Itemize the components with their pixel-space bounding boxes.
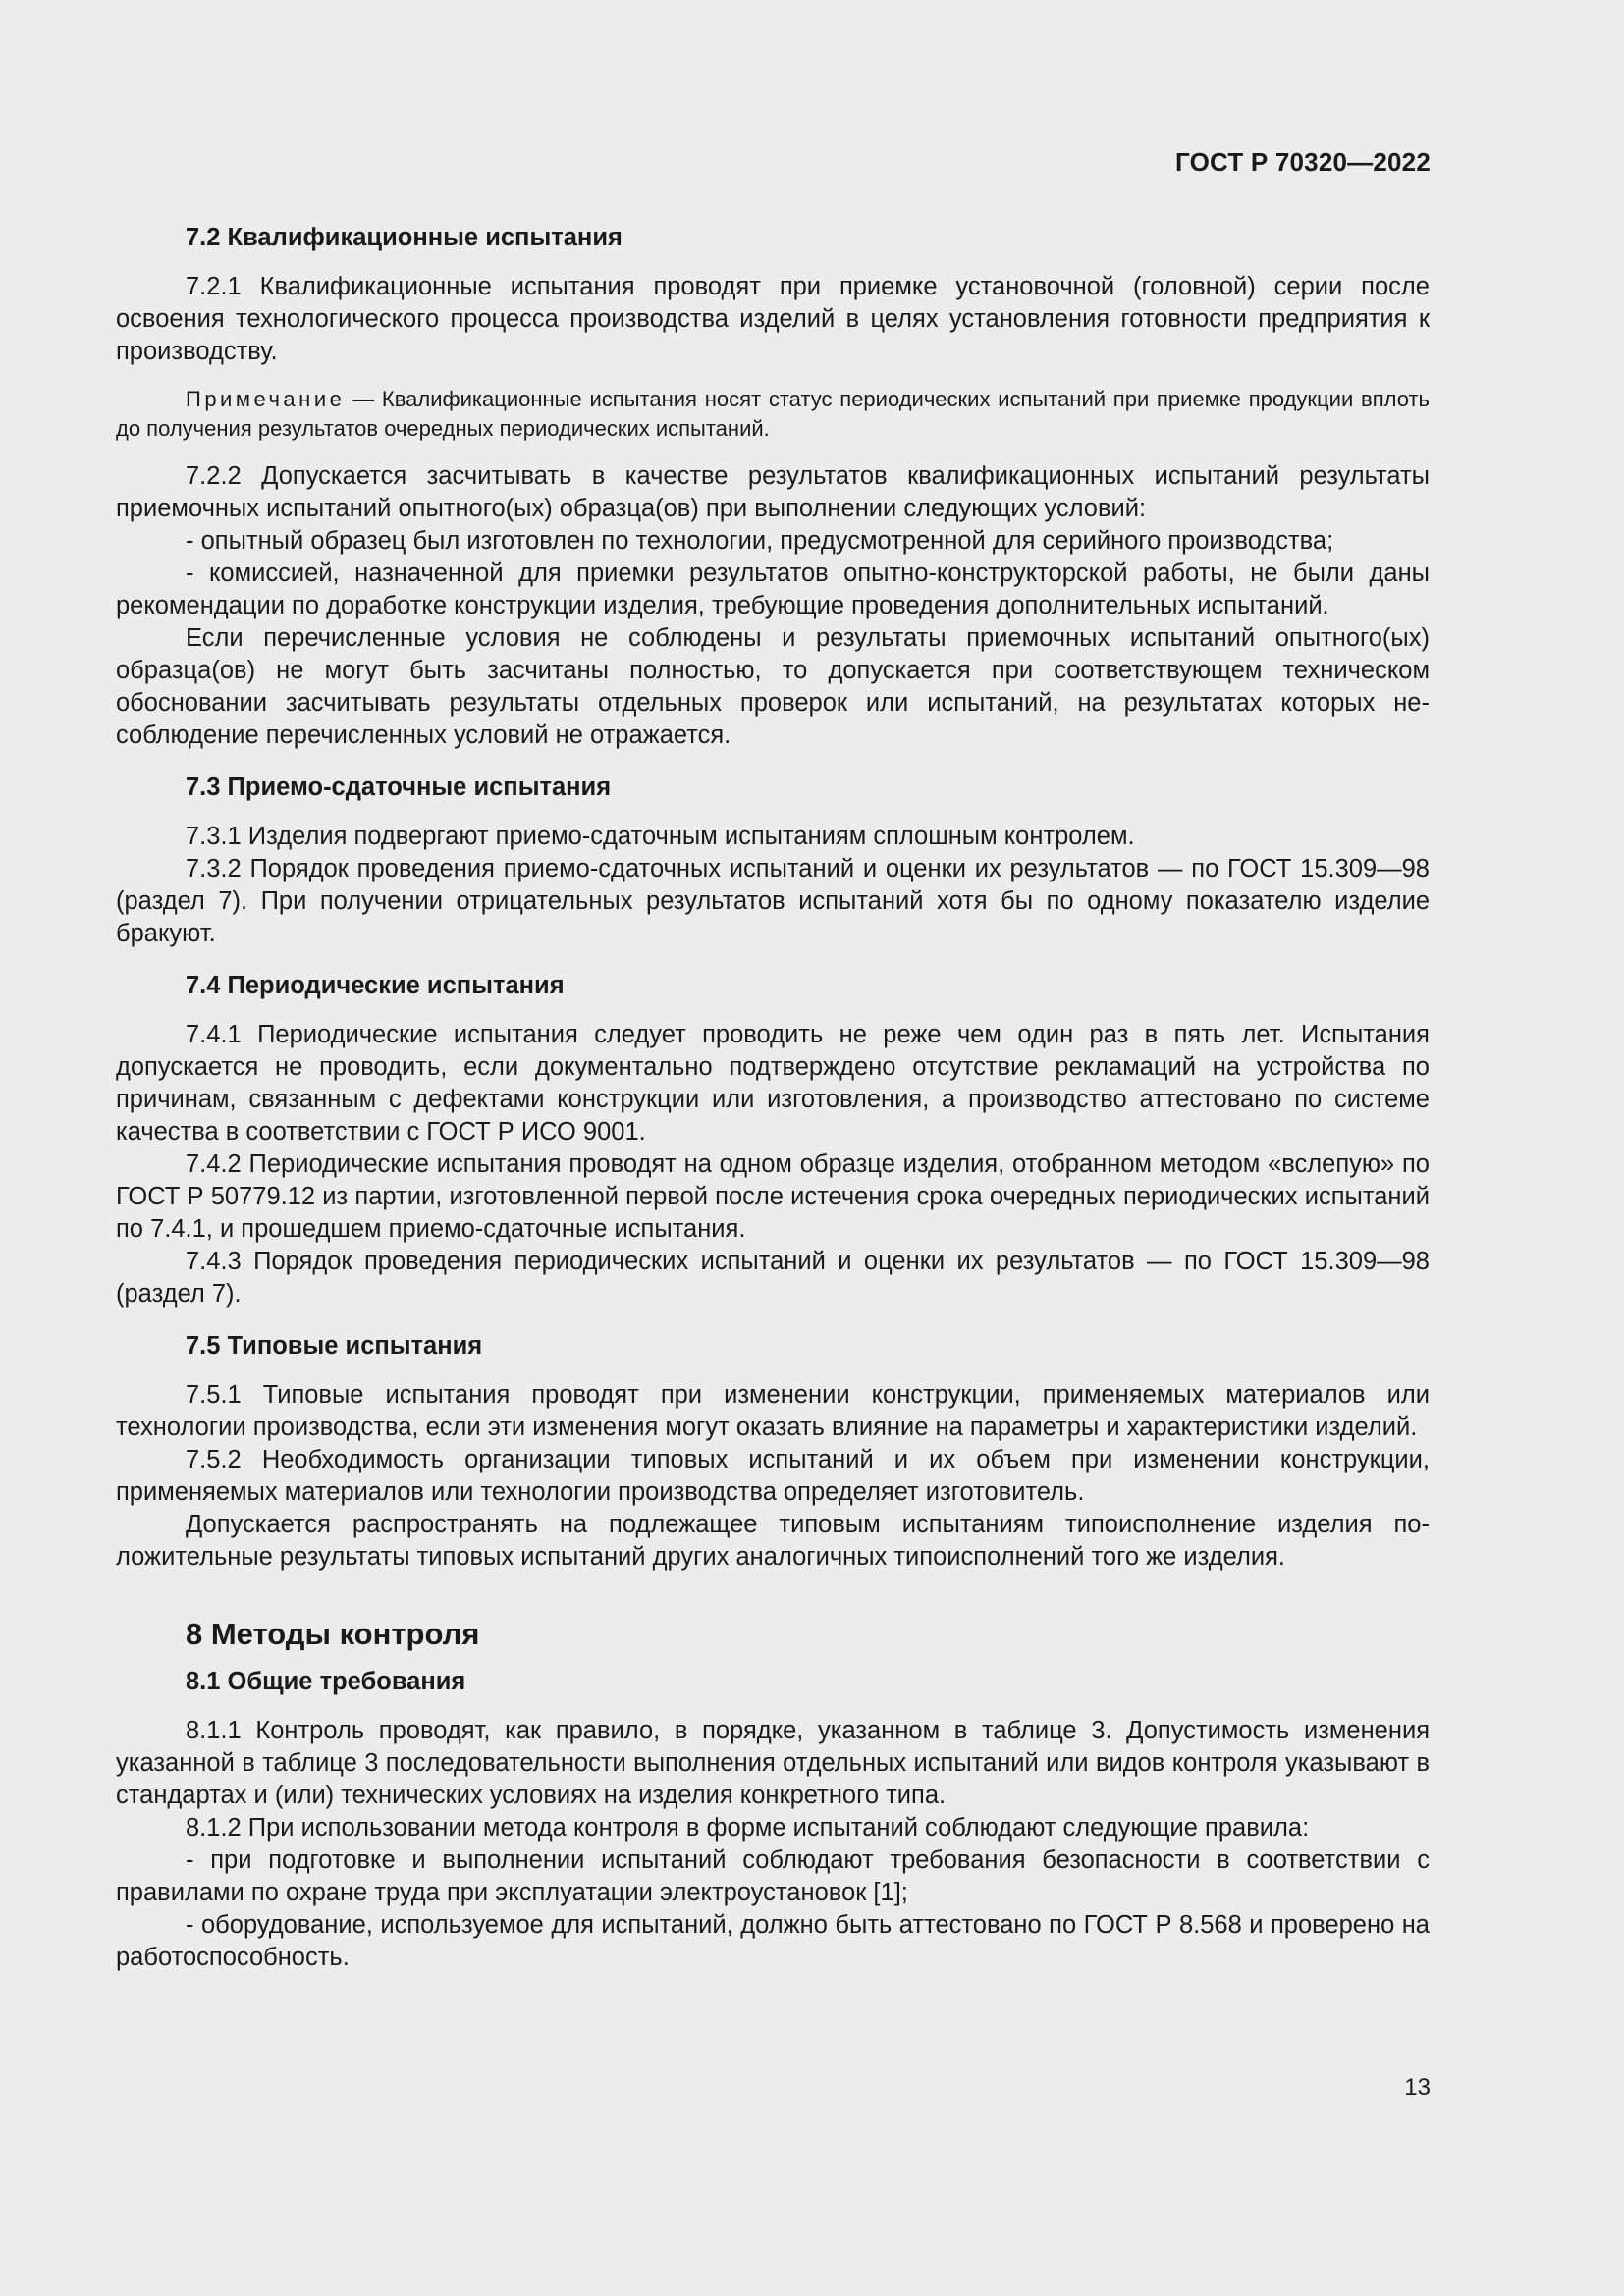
paragraph-7-4-3: 7.4.3 Порядок проведения периодических испытаний и оценки их результатов — по ГОСТ 15.309—98 (раздел 7). (116, 1248, 1430, 1308)
paragraph-7-2-2-tail: Если перечисленные условия не соблюдены и результаты приемочных испытаний опытного(ых) образца(ов) не могут быть засчитаны полностью, то допускается при соответствующем техническом обосновании засчитывать результаты отдельных проверок или испытаний, на результатах которых несоблюдение перечисленных условий не отражается. (116, 624, 1430, 749)
paragraph-8-1-1: 8.1.1 Контроль проводят, как правило, в порядке, указанном в таблице 3. Допустимость изменения указанной в таблице 3 последовательности выполнения отдельных испытаний или видов контроля указывают в стандартах и (или) технических условиях на изделия конкретного типа. (116, 1717, 1430, 1809)
section-8-heading: 8 Методы контроля (186, 1617, 480, 1651)
note-label: Примечание (186, 387, 346, 411)
paragraph-7-2-1: 7.2.1 Квалификационные испытания проводят при приемке установочной (головной) серии после освоения технологического процесса производства изделий в целях установления готовности предприятия к производству. (116, 273, 1430, 365)
paragraph-7-5-1: 7.5.1 Типовые испытания проводят при изменении конструкции, применяемых материалов или технологии производства, если эти изменения могут оказать влияние на параметры и характеристики изделий. (116, 1381, 1430, 1441)
document-body (116, 222, 1430, 1974)
paragraph-7-3-2: 7.3.2 Порядок проведения приемо-сдаточных испытаний и оценки их результатов — по ГОСТ 15.309—98 (раздел 7). При получении отрицательных результатов испытаний хотя бы по одному показателю изделие бракуют. (116, 855, 1430, 947)
list-item-8-1-2-a: - при подготовке и выполнении испытаний соблюдают требования безопасности в соответствии с правилами по охране труда при эксплуатации электроустановок [1]; (116, 1846, 1430, 1906)
paragraph-7-3-1: 7.3.1 Изделия подвергают приемо-сдаточным испытаниям сплошным контролем. (186, 823, 1135, 850)
list-item-7-2-2-b: - комиссией, назначенной для приемки результатов опытно-конструкторской работы, не были даны рекомендации по доработке конструкции изделия, требующие проведения дополнительных испытаний. (116, 560, 1430, 619)
note-7-2-1 (116, 385, 1430, 444)
list-item-7-2-2-a: - опытный образец был изготовлен по технологии, предусмотренной для серийного производства; (186, 527, 1334, 555)
document-code: ГОСТ Р 70320—2022 (1175, 147, 1431, 177)
paragraph-7-5-2: 7.5.2 Необходимость организации типовых испытаний и их объем при изменении конструкции, применяемых материалов или технологии производства определяет изготовитель. (116, 1446, 1430, 1506)
paragraph-7-2-2: 7.2.2 Допускается засчитывать в качестве результатов квалификационных испытаний результаты приемочных испытаний опытного(ых) образца(ов) при выполнении следующих условий: (116, 462, 1430, 522)
section-7-4-heading: 7.4 Периодические испытания (186, 972, 565, 999)
section-7-3-heading: 7.3 Приемо-сдаточные испытания (186, 774, 612, 801)
section-8-1-heading: 8.1 Общие требования (186, 1668, 466, 1695)
list-item-8-1-2-b: - оборудование, используемое для испытаний, должно быть аттестовано по ГОСТ Р 8.568 и проверено на работоспособность. (116, 1911, 1430, 1971)
note-text: — Квалификационные испытания носят статус периодических испытаний при приемке продукции вплоть до получения результатов очередных периодических испытаний. (116, 387, 1430, 441)
paragraph-8-1-2: 8.1.2 При использовании метода контроля в форме испытаний соблюдают следующие правила: (186, 1814, 1310, 1842)
page-number: 13 (1404, 2074, 1431, 2101)
paragraph-7-4-2: 7.4.2 Периодические испытания проводят на одном образце изделия, отобранном методом «вслепую» по ГОСТ Р 50779.12 из партии, изготовленной первой после истечения срока очередных периодических испытаний по 7.4.1, и прошедшем приемо-сдаточные испытания. (116, 1150, 1430, 1243)
section-7-5-heading: 7.5 Типовые испытания (186, 1332, 483, 1360)
paragraph-7-5-2-tail: Допускается распространять на подлежащее типовым испытаниям типоисполнение изделия положительные результаты типовых испытаний других аналогичных типоисполнений того же изделия. (116, 1511, 1430, 1571)
paragraph-7-4-1: 7.4.1 Периодические испытания следует проводить не реже чем один раз в пять лет. Испытания допускается не проводить, если документально подтверждено отсутствие рекламаций на устройства по причинам, связанным с дефектами конструкции или изготовления, а производство аттестовано по системе качества в соответствии с ГОСТ Р ИСО 9001. (116, 1021, 1430, 1146)
section-7-2-heading: 7.2 Квалификационные испытания (186, 224, 623, 251)
